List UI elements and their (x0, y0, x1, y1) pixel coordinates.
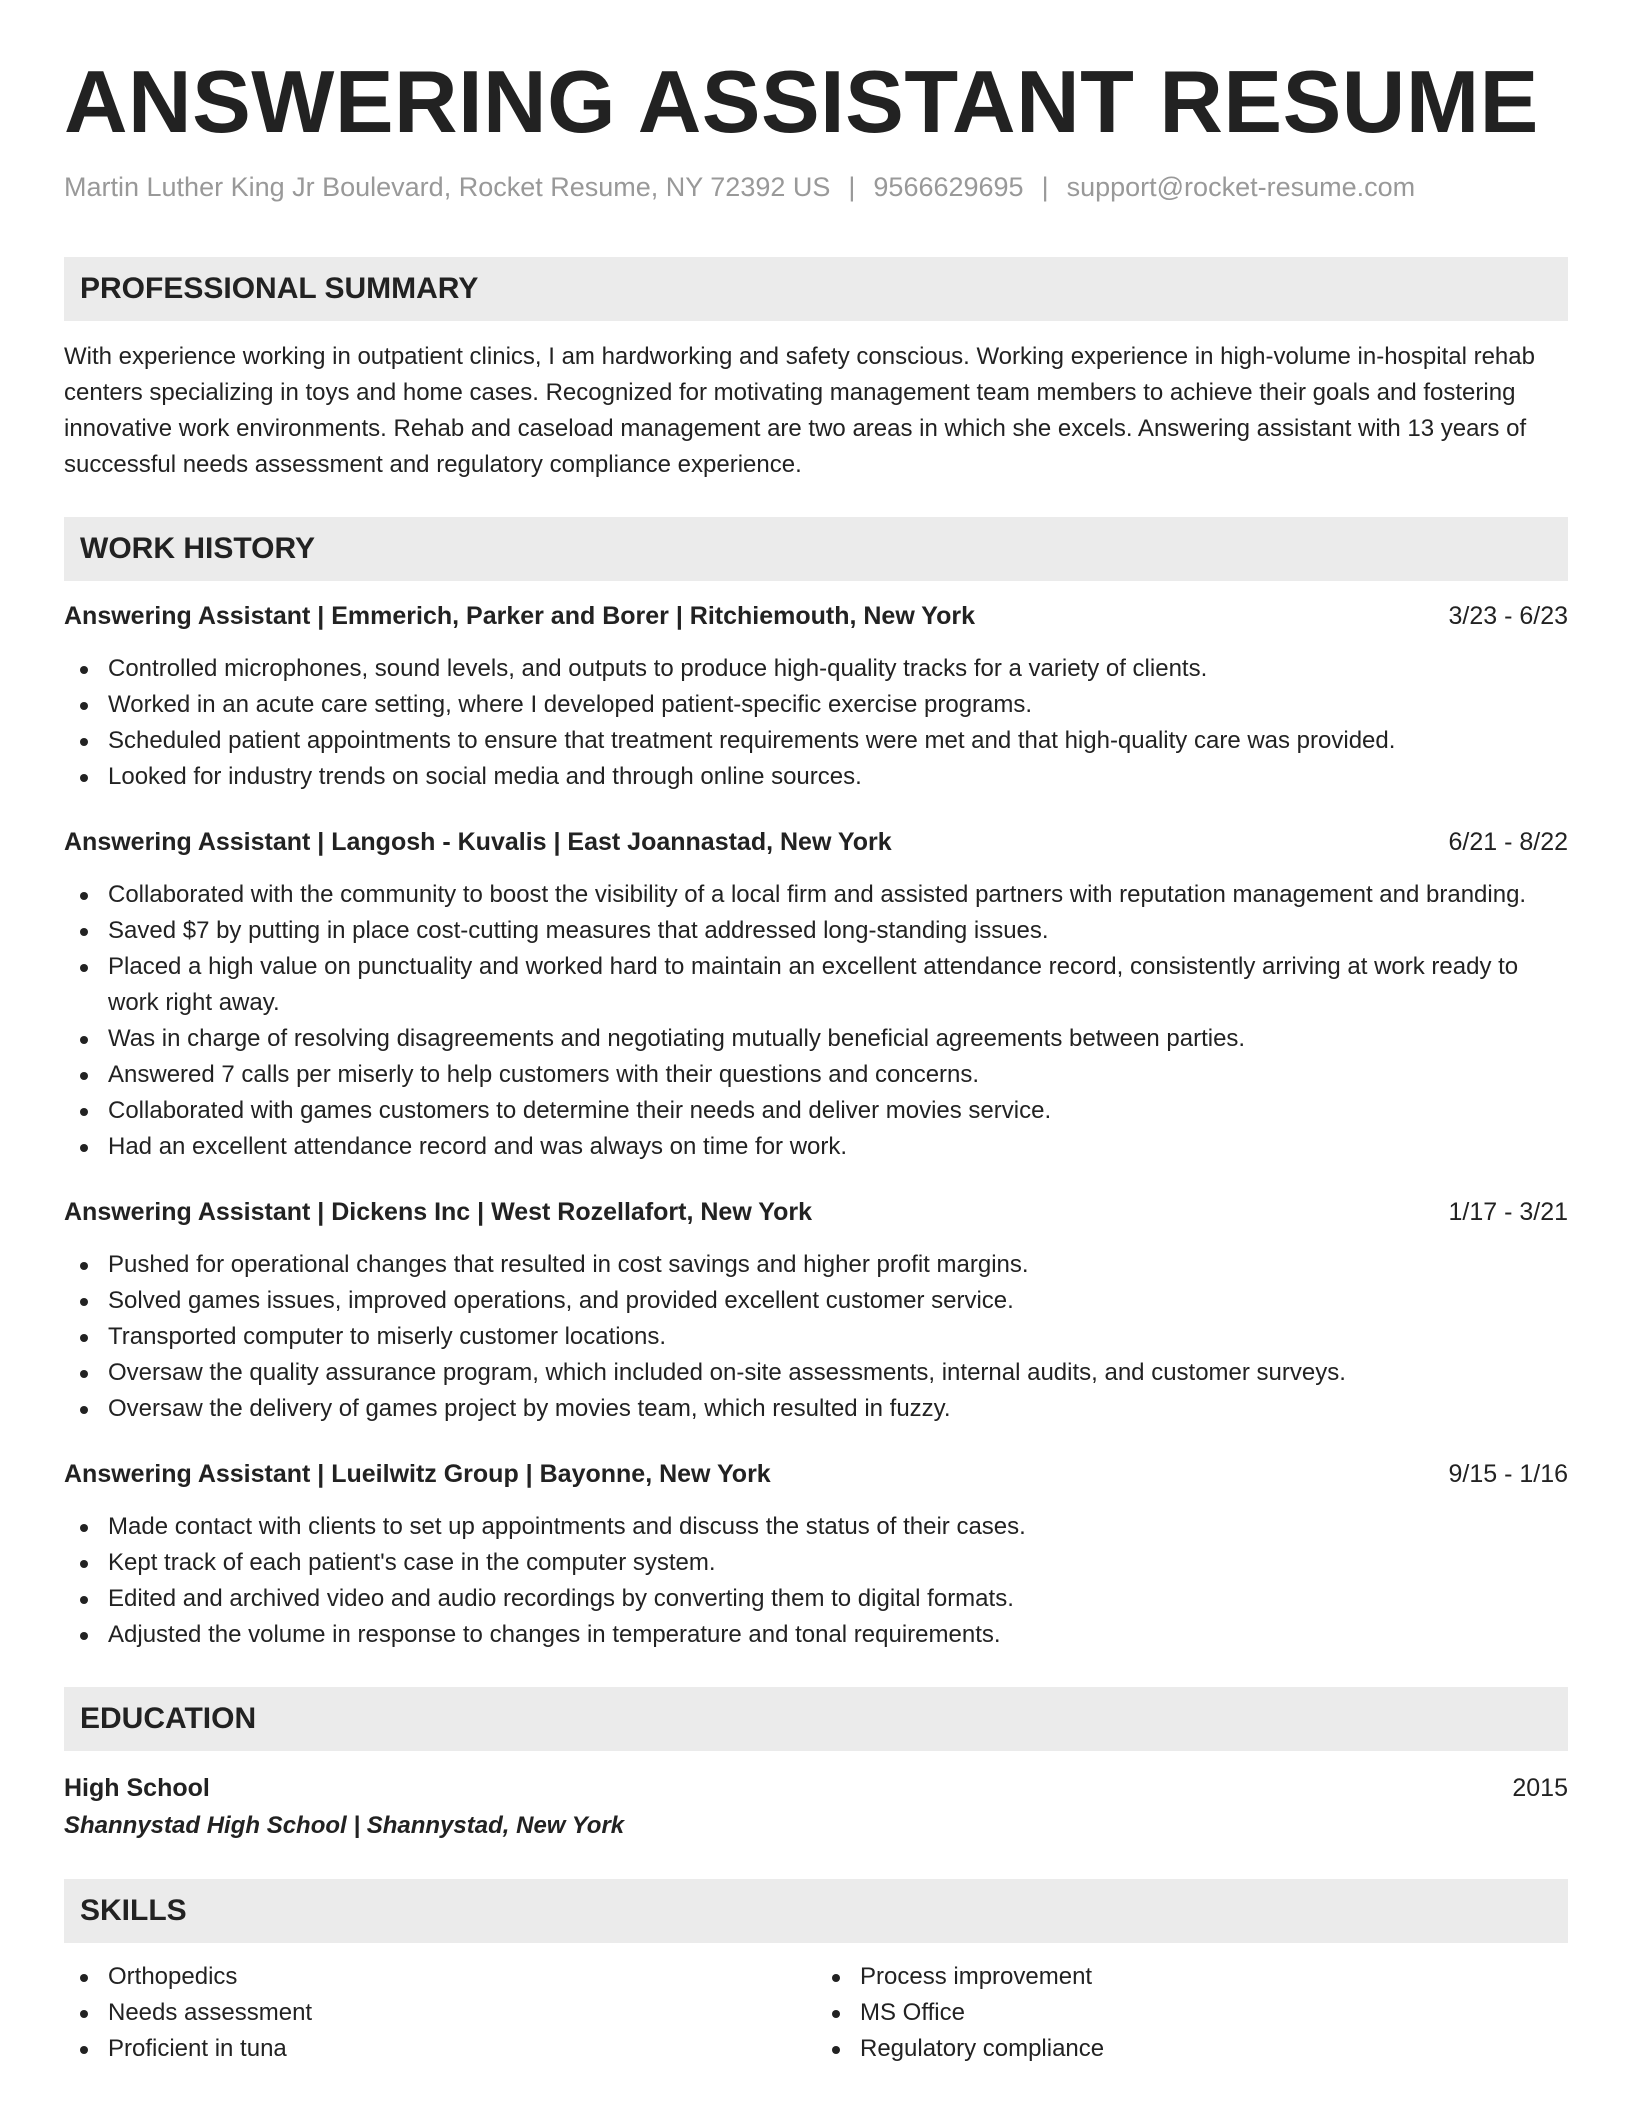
skills-column-right (816, 1959, 1568, 2067)
section-heading-summary: PROFESSIONAL SUMMARY (64, 257, 1568, 321)
job-header (64, 1195, 1568, 1229)
job-title: Answering Assistant | Emmerich, Parker and Borer | Ritchiemouth, New York (64, 602, 975, 630)
section-heading-skills: SKILLS (64, 1879, 1568, 1943)
job-bullet: Pushed for operational changes that resulted in cost savings and higher profit margins. (64, 1247, 1568, 1283)
skill-item: Orthopedics (64, 1959, 816, 1995)
job-date: 6/21 - 8/22 (1448, 828, 1568, 856)
job-title: Answering Assistant | Dickens Inc | West Rozellafort, New York (64, 1198, 812, 1226)
section-heading-education: EDUCATION (64, 1687, 1568, 1751)
contact-separator: | (848, 172, 856, 202)
job-bullet: Oversaw the delivery of games project by movies team, which resulted in fuzzy. (64, 1391, 1568, 1427)
skill-item: Needs assessment (64, 1995, 816, 2031)
skill-item: Process improvement (816, 1959, 1568, 1995)
job-header (64, 1457, 1568, 1491)
job-bullet: Saved $7 by putting in place cost-cutting measures that addressed long-standing issues. (64, 913, 1568, 949)
job-entry (64, 599, 1568, 795)
job-bullet: Controlled microphones, sound levels, and outputs to produce high-quality tracks for a variety of clients. (64, 651, 1568, 687)
summary-text: With experience working in outpatient clinics, I am hardworking and safety conscious. Working experience in high-volume in-hospital rehab centers specializing in toys and home cases. Recognized for motivating management team members to achieve their goals and fostering innovative work environments. Rehab and caseload management are two areas in which she excels. Answering assistant with 13 years of successful needs assessment and regulatory compliance experience. (64, 343, 1535, 478)
job-date: 3/23 - 6/23 (1448, 602, 1568, 630)
skill-item: Regulatory compliance (816, 2031, 1568, 2067)
job-date: 1/17 - 3/21 (1448, 1198, 1568, 1226)
resume-title: ANSWERING ASSISTANT RESUME (64, 52, 1539, 151)
job-bullet: Adjusted the volume in response to changes in temperature and tonal requirements. (64, 1617, 1568, 1653)
job-bullet: Was in charge of resolving disagreements and negotiating mutually beneficial agreements between parties. (64, 1021, 1568, 1057)
job-bullets (64, 651, 1568, 795)
job-title: Answering Assistant | Langosh - Kuvalis | East Joannastad, New York (64, 828, 892, 856)
contact-separator: | (1041, 172, 1049, 202)
contact-email: support@rocket-resume.com (1066, 172, 1416, 202)
job-entry (64, 1195, 1568, 1427)
job-bullet: Collaborated with games customers to determine their needs and deliver movies service. (64, 1093, 1568, 1129)
education-school: Shannystad High School | Shannystad, New York (64, 1812, 625, 1839)
job-bullet: Kept track of each patient's case in the computer system. (64, 1545, 1568, 1581)
education-year: 2015 (1512, 1774, 1568, 1802)
job-bullet: Answered 7 calls per miserly to help customers with their questions and concerns. (64, 1057, 1568, 1093)
job-date: 9/15 - 1/16 (1448, 1460, 1568, 1488)
job-title: Answering Assistant | Lueilwitz Group | Bayonne, New York (64, 1460, 771, 1488)
job-bullet: Scheduled patient appointments to ensure that treatment requirements were met and that high-quality care was provided. (64, 723, 1568, 759)
skills-list (64, 1959, 1568, 2067)
contact-line (64, 172, 1568, 203)
contact-address: Martin Luther King Jr Boulevard, Rocket Resume, NY 72392 US (64, 172, 831, 202)
job-bullet: Had an excellent attendance record and was always on time for work. (64, 1129, 1568, 1165)
job-bullet: Transported computer to miserly customer locations. (64, 1319, 1568, 1355)
job-bullet: Looked for industry trends on social media and through online sources. (64, 759, 1568, 795)
education-entry (64, 1769, 1568, 1845)
job-entry (64, 1457, 1568, 1653)
job-bullets (64, 1247, 1568, 1427)
education-degree: High School (64, 1774, 210, 1802)
job-bullets (64, 877, 1568, 1165)
job-header (64, 599, 1568, 633)
job-entry (64, 825, 1568, 1165)
job-bullet: Worked in an acute care setting, where I developed patient-specific exercise programs. (64, 687, 1568, 723)
job-bullet: Edited and archived video and audio recordings by converting them to digital formats. (64, 1581, 1568, 1617)
job-bullet: Oversaw the quality assurance program, which included on-site assessments, internal audits, and customer surveys. (64, 1355, 1568, 1391)
skills-column-left (64, 1959, 816, 2067)
contact-phone: 9566629695 (873, 172, 1024, 202)
skill-item: MS Office (816, 1995, 1568, 2031)
job-bullet: Placed a high value on punctuality and worked hard to maintain an excellent attendance record, consistently arriving at work ready to work right away. (64, 949, 1568, 1021)
job-bullets (64, 1509, 1568, 1653)
job-bullet: Solved games issues, improved operations, and provided excellent customer service. (64, 1283, 1568, 1319)
section-heading-work: WORK HISTORY (64, 517, 1568, 581)
job-bullet: Made contact with clients to set up appointments and discuss the status of their cases. (64, 1509, 1568, 1545)
skill-item: Proficient in tuna (64, 2031, 816, 2067)
job-bullet: Collaborated with the community to boost the visibility of a local firm and assisted partners with reputation management and branding. (64, 877, 1568, 913)
work-history-list (64, 599, 1568, 1653)
job-header (64, 825, 1568, 859)
